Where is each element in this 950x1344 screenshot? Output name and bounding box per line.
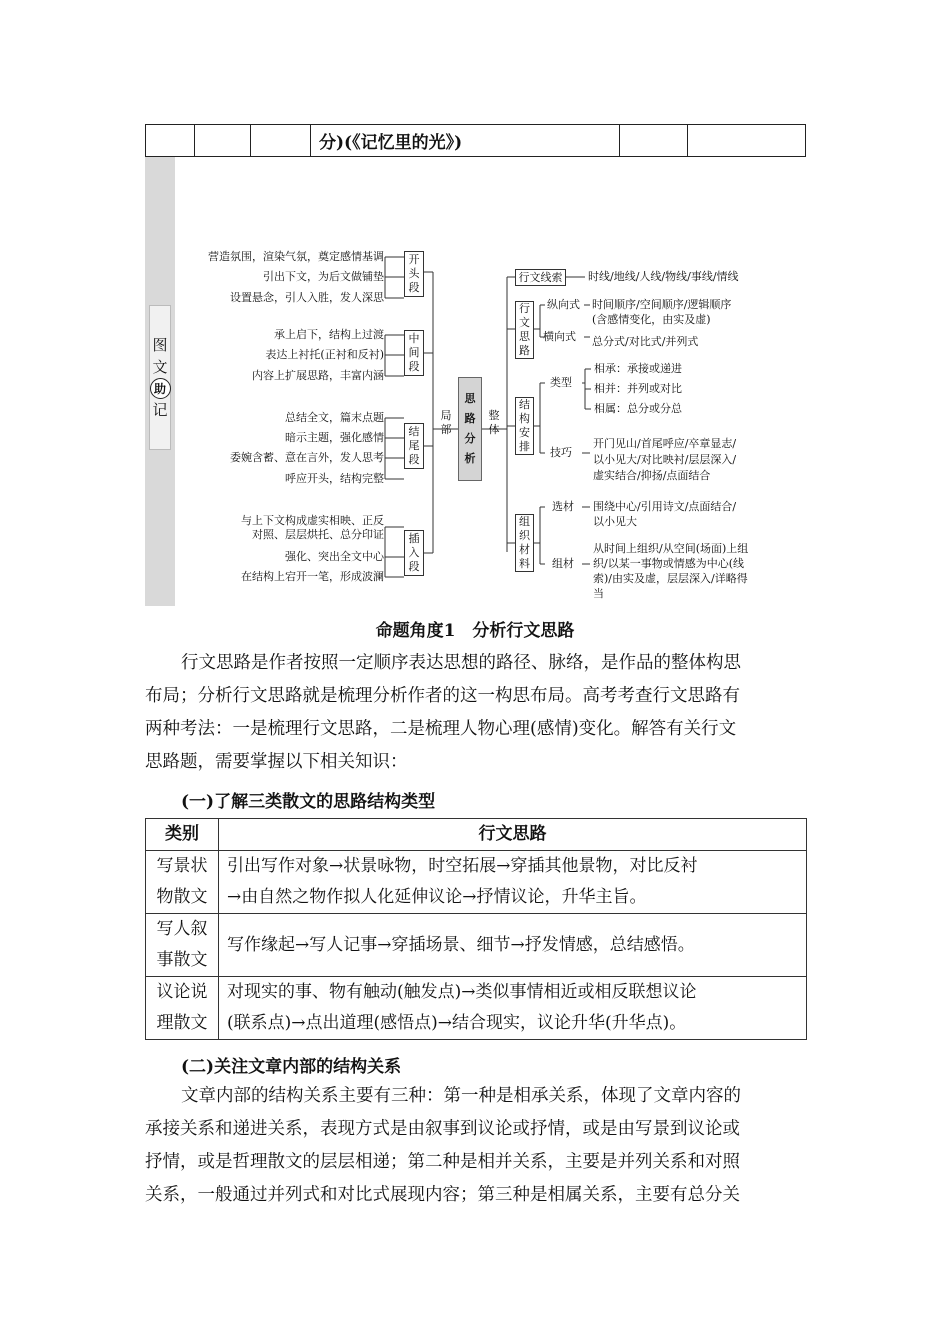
label-zhengti: 整体	[488, 409, 500, 436]
table-header-row	[146, 819, 807, 851]
paragraph-line: 思路题，需要掌握以下相关知识：	[145, 752, 408, 772]
cell-line: (联系点)→点出道理(感悟点)→结合现实，议论升华(升华点)。	[227, 1013, 687, 1033]
left-item-text: 设置悬念，引人入胜，发人深思	[230, 291, 384, 304]
right-item-text: 从时间上组织/从空间(场面)上组	[593, 542, 749, 555]
mind-map-diagram	[145, 157, 806, 606]
left-item-text: 委婉含蓄、意在言外，发人思考	[230, 451, 384, 464]
right-item-text: 相承：承接或递进	[594, 362, 682, 375]
header-structure: 行文思路	[219, 819, 807, 851]
right-item-text: 以小见大/对比映衬/层层深入/	[593, 453, 737, 466]
right-item-text: 以小见大	[593, 515, 637, 528]
cell-line: 写作缘起→写人记事→穿插场景、细节→抒发情感，总结感悟。	[227, 934, 695, 955]
right-item-text: 索)/由实及虚，层层深入/详略得	[593, 572, 748, 585]
side-label-char: 文	[152, 358, 168, 376]
right-item-text: 虚实结合/抑扬/点面结合	[593, 469, 711, 482]
table-cell	[688, 125, 805, 156]
subheading-2: (二)关注文章内部的结构关系	[181, 1057, 402, 1077]
right-item-text: 织/以某一事物或情感为中心(线	[593, 557, 744, 570]
right-item-text: 时间顺序/空间顺序/逻辑顺序	[592, 298, 732, 311]
table-cell-title: 分)(《记忆里的光》)	[311, 125, 620, 156]
left-item-text: 呼应开头，结构完整	[285, 472, 384, 485]
left-item-text: 引出下文，为后文做铺垫	[263, 270, 384, 283]
table-cell	[146, 125, 195, 156]
subheading-1: (一)了解三类散文的思路结构类型	[181, 792, 436, 812]
cell-line: 理散文	[156, 1013, 208, 1033]
left-item-text: 对照、层层烘托、总分印证	[252, 528, 384, 541]
cell-line: 引出写作对象→状景咏物，时空拓展→穿插其他景物，对比反衬	[227, 856, 698, 876]
cell-line: 对现实的事、物有触动(触发点)→类似事情相近或相反联想议论	[227, 982, 697, 1002]
node-center	[458, 377, 482, 481]
table-cell	[195, 125, 251, 156]
intro-paragraph	[145, 647, 807, 779]
right-item-text: 总分式/对比式/并列式	[592, 335, 699, 348]
right-item-text: 相并：并列或对比	[594, 382, 682, 395]
left-item-text: 表达上衬托(正衬和反衬)	[265, 348, 384, 361]
node-cailiao: 组织材料	[515, 514, 534, 572]
cell-line: 物散文	[156, 887, 208, 907]
paragraph-line	[145, 1080, 807, 1113]
category-cell	[146, 977, 219, 1040]
cell-line: 写人叙	[156, 919, 208, 939]
table-row	[146, 914, 807, 977]
side-label-char: 图	[152, 336, 168, 354]
table-row	[146, 851, 807, 914]
right-item-text: 当	[593, 587, 604, 600]
right-item-text: (含感情变化，由实及虚)	[592, 313, 711, 326]
circle-label: 助	[153, 381, 166, 396]
structure-cell	[219, 977, 807, 1040]
paragraph-line: 两种考法：一是梳理行文思路，二是梳理人物心理(感情)变化。解答有关行文	[145, 719, 737, 739]
paragraph-line	[145, 647, 807, 680]
label-zucai: 组材	[552, 557, 574, 570]
cell-line: 议论说	[156, 982, 208, 1002]
top-table-fragment	[145, 124, 806, 157]
left-item-text: 暗示主题，强化感情	[285, 431, 384, 444]
node-xianshuo: 行文线索	[515, 269, 566, 286]
cell-line: 事散文	[156, 950, 208, 970]
section-heading: 命题角度1 分析行文思路	[375, 621, 575, 641]
side-label-char: 记	[152, 401, 168, 419]
category-cell	[146, 914, 219, 977]
paragraph-line: 承接关系和递进关系，表现方式是由叙事到议论或抒情，或是由写景到议论或	[145, 1119, 740, 1139]
paragraph-line: 布局；分析行文思路就是梳理分析作者的这一构思布局。高考考查行文思路有	[145, 686, 740, 706]
left-item-text: 总结全文，篇末点题	[285, 411, 384, 424]
left-item-text: 营造氛围，渲染气氛，奠定感情基调	[208, 250, 384, 263]
left-item-text: 与上下文构成虚实相映、正反	[241, 514, 384, 527]
label-xuancai: 选材	[552, 500, 574, 513]
structure-cell	[219, 914, 807, 977]
node-charu: 插入段	[404, 530, 424, 576]
label-jiqiao: 技巧	[550, 446, 572, 459]
right-item-text: 时线/地线/人线/物线/事线/情线	[588, 270, 739, 283]
label-heng: 横向式	[543, 330, 576, 343]
node-jiegou: 结构安排	[515, 397, 534, 455]
header-category: 类别	[146, 819, 219, 851]
left-item-text: 内容上扩展思路，丰富内涵	[252, 369, 384, 382]
table-row	[146, 977, 807, 1040]
left-item-text: 在结构上宕开一笔，形成波澜	[241, 570, 384, 583]
paragraph-line: 抒情，或是哲理散文的层层相递；第二种是相并关系，主要是并列关系和对照	[145, 1152, 740, 1172]
right-item-text: 相属：总分或分总	[594, 402, 682, 415]
cell-line: →由自然之物作拟人化延伸议论→抒情议论，升华主旨。	[227, 887, 647, 907]
right-item-text: 围绕中心/引用诗文/点面结合/	[593, 500, 737, 513]
label-zong: 纵向式	[547, 298, 580, 311]
table-cell	[251, 125, 311, 156]
right-item-text: 开门见山/首尾呼应/卒章显志/	[593, 437, 737, 450]
node-kaitou: 开头段	[404, 251, 424, 297]
essay-types-table	[145, 818, 807, 1040]
paragraph-line: 关系，一般通过并列式和对比式展现内容；第三种是相属关系，主要有总分关	[145, 1185, 740, 1205]
label-leixing: 类型	[550, 376, 572, 389]
center-label: 思路分析	[464, 392, 476, 465]
cell-line: 写景状	[156, 856, 208, 876]
category-cell	[146, 851, 219, 914]
node-silu: 行文思路	[515, 301, 534, 359]
node-jiewei: 结尾段	[404, 423, 424, 469]
left-item-text: 强化、突出全文中心	[285, 550, 384, 563]
structure-cell	[219, 851, 807, 914]
left-item-text: 承上启下，结构上过渡	[274, 328, 384, 341]
line-text: 行文思路是作者按照一定顺序表达思想的路径、脉络，是作品的整体构思	[181, 653, 741, 673]
label-jubu: 局部	[440, 409, 452, 436]
line-text: 文章内部的结构关系主要有三种：第一种是相承关系，体现了文章内容的	[181, 1086, 741, 1106]
body-paragraph	[145, 1080, 807, 1212]
table-cell	[620, 125, 688, 156]
node-zhongjian: 中间段	[404, 330, 424, 376]
